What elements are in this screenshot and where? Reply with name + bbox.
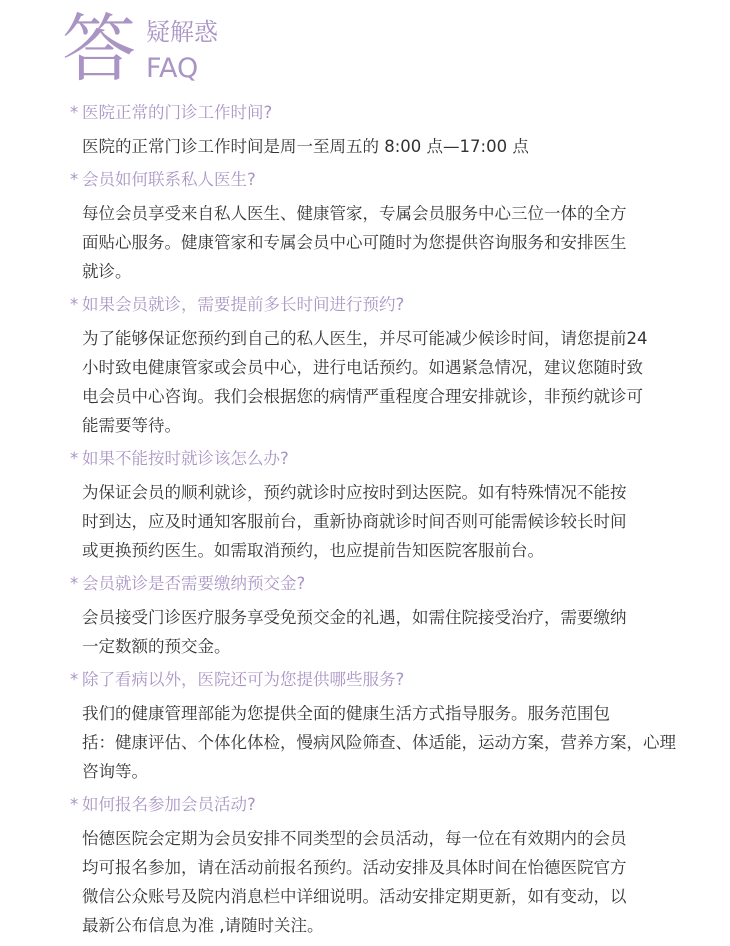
header-title-english: FAQ	[146, 53, 199, 84]
faq-answer-line: 时到达，应及时通知客服前台，重新协商就诊时间否则可能需候诊较长时间	[82, 512, 627, 531]
faq-question-text: 除了看病以外，医院还可为您提供哪些服务?	[82, 670, 405, 689]
bullet-star-icon: *	[70, 295, 79, 314]
faq-item	[0, 667, 730, 786]
faq-item	[0, 792, 730, 940]
faq-question	[0, 667, 730, 693]
faq-answer	[0, 478, 656, 565]
faq-answer	[0, 699, 676, 786]
faq-answer-line: 会员接受门诊医疗服务享受免预交金的礼遇，如需住院接受治疗，需要缴纳	[82, 608, 627, 627]
faq-question	[0, 446, 730, 472]
faq-answer-line: 最新公布信息为准 ,请随时关注。	[82, 916, 324, 935]
header-title-chinese: 疑解惑	[146, 18, 218, 46]
faq-answer-line: 咨询等。	[82, 762, 148, 781]
faq-question-text: 会员就诊是否需要缴纳预交金?	[82, 574, 306, 593]
faq-answer-line: 括：健康评估、个体化体检，慢病风险筛查、体适能，运动方案，营养方案，心理	[82, 733, 676, 752]
faq-question	[0, 792, 730, 818]
bullet-star-icon: *	[70, 170, 79, 189]
faq-answer	[0, 603, 656, 661]
faq-answer-line: 每位会员享受来自私人医生、健康管家，专属会员服务中心三位一体的全方	[82, 204, 627, 223]
header-big-character: 答	[62, 6, 136, 92]
faq-item	[0, 167, 730, 286]
faq-question-text: 会员如何联系私人医生?	[82, 170, 256, 189]
bullet-star-icon: *	[70, 670, 79, 689]
bullet-star-icon: *	[70, 795, 79, 814]
faq-answer-line: 电会员中心咨询。我们会根据您的病情严重程度合理安排就诊，非预约就诊可	[82, 387, 643, 406]
faq-answer	[0, 324, 656, 440]
faq-answer-line: 一定数额的预交金。	[82, 637, 231, 656]
faq-item	[0, 100, 730, 161]
faq-answer-line: 或更换预约医生。如需取消预约，也应提前告知医院客服前台。	[82, 541, 544, 560]
faq-question-text: 医院正常的门诊工作时间?	[82, 103, 273, 122]
faq-answer-line: 医院的正常门诊工作时间是周一至周五的 8:00 点—17:00 点	[82, 137, 529, 156]
faq-item	[0, 571, 730, 661]
faq-answer-line: 面贴心服务。健康管家和专属会员中心可随时为您提供咨询服务和安排医生	[82, 233, 627, 252]
faq-answer-line: 均可报名参加，请在活动前报名预约。活动安排及具体时间在怡德医院官方	[82, 858, 627, 877]
faq-answer-line: 就诊。	[82, 262, 132, 281]
faq-question	[0, 167, 730, 193]
faq-question-text: 如何报名参加会员活动?	[82, 795, 256, 814]
faq-answer-line: 能需要等待。	[82, 416, 181, 435]
faq-list	[0, 100, 730, 946]
faq-question	[0, 100, 730, 126]
header-subtitle	[146, 18, 218, 86]
faq-item	[0, 292, 730, 440]
faq-answer-line: 为了能够保证您预约到自己的私人医生，并尽可能减少候诊时间，请您提前24	[82, 329, 648, 348]
faq-question	[0, 292, 730, 318]
faq-answer-line: 小时致电健康管家或会员中心，进行电话预约。如遇紧急情况，建议您随时致	[82, 358, 643, 377]
faq-answer	[0, 199, 656, 286]
bullet-star-icon: *	[70, 449, 79, 468]
faq-answer	[0, 132, 656, 161]
faq-question-text: 如果会员就诊，需要提前多长时间进行预约?	[82, 295, 405, 314]
faq-answer-line: 怡德医院会定期为会员安排不同类型的会员活动，每一位在有效期内的会员	[82, 829, 627, 848]
faq-question-text: 如果不能按时就诊该怎么办?	[82, 449, 289, 468]
bullet-star-icon: *	[70, 574, 79, 593]
faq-answer-line: 微信公众账号及院内消息栏中详细说明。活动安排定期更新，如有变动，以	[82, 887, 627, 906]
faq-question	[0, 571, 730, 597]
faq-answer-line: 我们的健康管理部能为您提供全面的健康生活方式指导服务。服务范围包	[82, 704, 610, 723]
faq-item	[0, 446, 730, 565]
faq-answer-line: 为保证会员的顺利就诊，预约就诊时应按时到达医院。如有特殊情况不能按	[82, 483, 627, 502]
faq-answer	[0, 824, 656, 940]
bullet-star-icon: *	[70, 103, 79, 122]
